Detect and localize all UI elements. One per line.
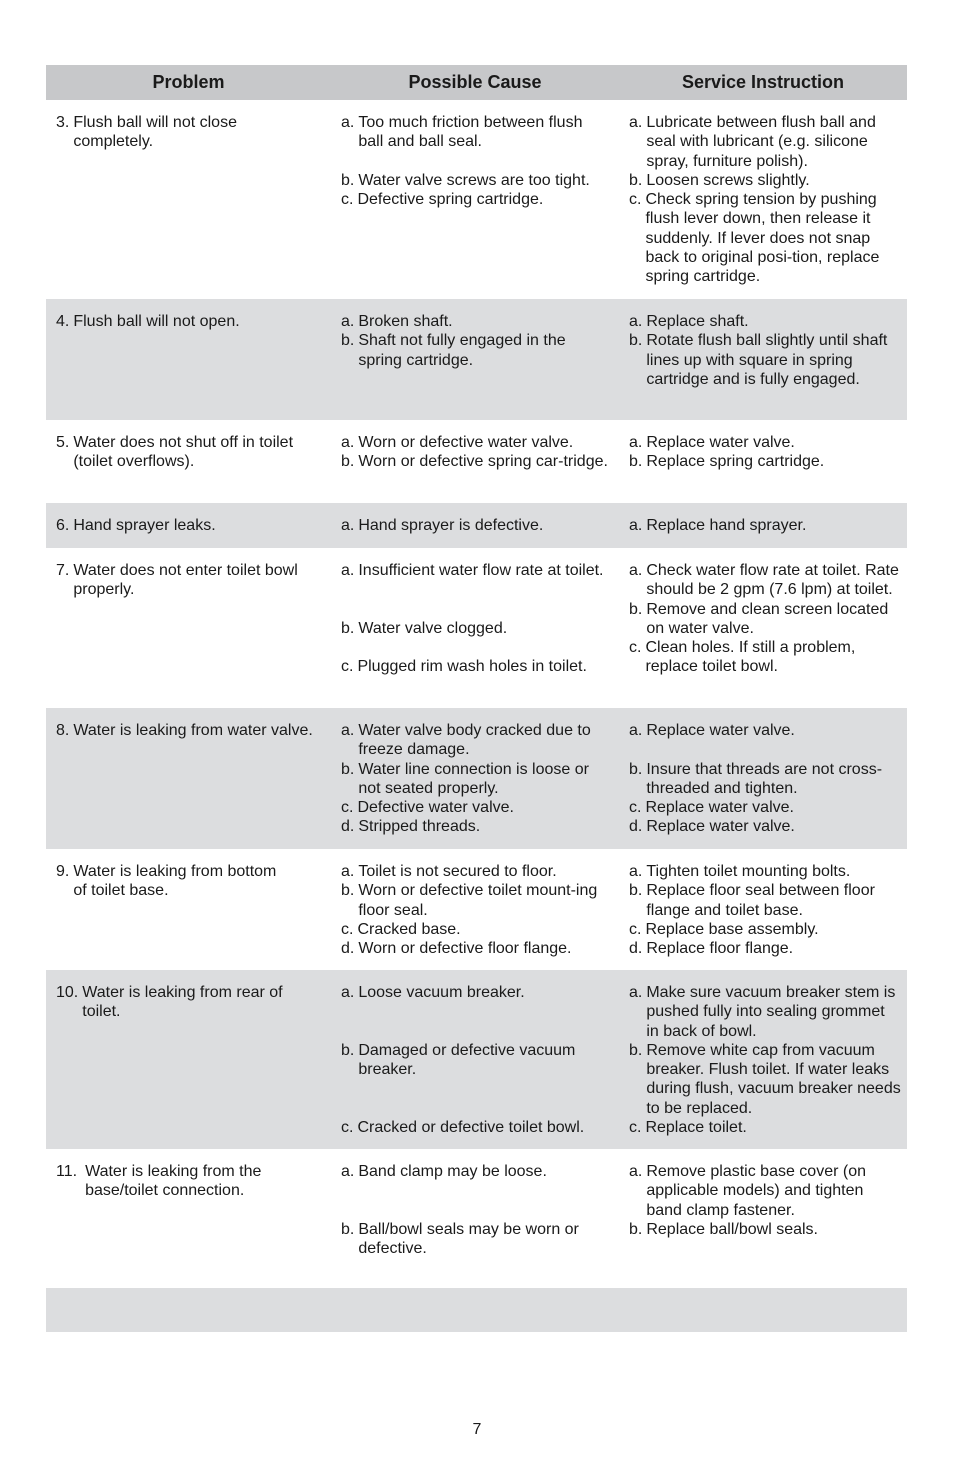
problem-number: 11.	[56, 1163, 78, 1180]
service-label: b.	[629, 1220, 643, 1238]
service-label: b.	[629, 453, 643, 471]
service-text: Replace floor flange.	[646, 940, 794, 958]
problem-cell	[46, 516, 331, 548]
cause-text: Hand sprayer is defective.	[358, 517, 544, 534]
cause-label: a.	[341, 434, 355, 451]
cause-text: Worn or defective floor flange.	[358, 940, 572, 958]
cause-label: b.	[341, 453, 355, 471]
problem-number: 6.	[56, 517, 70, 534]
cause-label: d.	[341, 818, 355, 836]
service-label: b.	[629, 882, 643, 900]
service-label: a.	[629, 863, 643, 880]
service-text: Replace water valve.	[646, 434, 795, 451]
problem-text: Water is leaking from the base/toilet connection.	[85, 1163, 262, 1200]
service-label: b.	[629, 171, 643, 189]
cause-text: Defective spring cartridge.	[357, 191, 544, 209]
page-number: 7	[472, 1421, 482, 1438]
service-label: a.	[629, 1163, 643, 1180]
cause-text: Loose vacuum breaker.	[358, 984, 525, 1001]
service-label: d.	[629, 818, 643, 836]
cause-label: a.	[341, 722, 355, 739]
cause-text: Stripped threads.	[358, 818, 481, 836]
service-text: Tighten toilet mounting bolts.	[646, 863, 851, 880]
cause-text: Water valve screws are too tight.	[358, 171, 590, 189]
cause-text: Water valve clogged.	[358, 619, 508, 637]
table-row	[46, 970, 907, 1149]
table-row	[46, 420, 907, 503]
cause-text: Ball/bowl seals may be worn or defective.	[358, 1220, 579, 1258]
service-cell	[619, 433, 907, 503]
service-label: b.	[629, 332, 643, 350]
table-row	[46, 849, 907, 970]
cause-label: c.	[341, 799, 354, 817]
problem-cell	[46, 862, 331, 970]
cause-text: Worn or defective spring car-tridge.	[358, 453, 608, 471]
table-row	[46, 1149, 907, 1290]
problem-text: Water does not enter toilet bowl properly.	[73, 562, 298, 599]
cause-text: Water valve body cracked due to freeze damage.	[358, 722, 591, 759]
cause-label: b.	[341, 332, 355, 350]
service-text: Replace water valve.	[646, 818, 795, 836]
problem-text: Water does not shut off in toilet (toilet overflows).	[73, 434, 294, 471]
service-text: Remove plastic base cover (on applicable models) and tighten band clamp fastener.	[646, 1163, 866, 1219]
problem-text: Flush ball will not close completely.	[73, 114, 237, 151]
service-text: Make sure vacuum breaker stem is pushed fully into sealing grommet in back of bowl.	[646, 984, 896, 1040]
cause-text: Broken shaft.	[358, 313, 453, 330]
problem-text: Hand sprayer leaks.	[73, 517, 216, 534]
problem-text: Water is leaking from water valve.	[73, 722, 313, 739]
cause-text: Water line connection is loose or not seated properly.	[358, 760, 589, 797]
cause-cell	[331, 516, 619, 548]
problem-cell	[46, 561, 331, 708]
service-cell	[619, 113, 907, 299]
cause-cell	[331, 862, 619, 970]
cause-text: Cracked base.	[357, 920, 461, 938]
service-text: Replace water valve.	[646, 722, 795, 739]
service-text: Lubricate between flush ball and seal with lubricant (e.g. silicone spray, furniture polish).	[646, 114, 876, 170]
service-cell	[619, 1162, 907, 1290]
service-label: b.	[629, 760, 643, 778]
cause-label: b.	[341, 1041, 355, 1059]
service-text: Replace water valve.	[645, 799, 794, 817]
service-text: Clean holes. If still a problem, replace toilet bowl.	[645, 639, 856, 676]
service-text: Replace hand sprayer.	[646, 517, 807, 534]
service-text: Replace ball/bowl seals.	[646, 1220, 818, 1238]
cause-text: Too much friction between flush ball and ball seal.	[358, 114, 583, 151]
problem-number: 7.	[56, 562, 70, 579]
cause-text: Defective water valve.	[357, 799, 514, 817]
service-cell	[619, 983, 907, 1149]
table-row	[46, 100, 907, 299]
service-text: Rotate flush ball slightly until shaft lines up with square in spring cartridge and is fully engaged.	[646, 332, 888, 388]
service-text: Replace toilet.	[645, 1119, 747, 1137]
table-row	[46, 299, 907, 420]
cause-cell	[331, 312, 619, 420]
cause-label: b.	[341, 882, 355, 900]
cause-cell	[331, 113, 619, 299]
cause-text: Worn or defective water valve.	[358, 434, 574, 451]
table-header	[46, 65, 907, 100]
cause-label: b.	[341, 171, 355, 189]
service-label: a.	[629, 722, 643, 739]
problem-number: 8.	[56, 722, 70, 739]
problem-cell	[46, 983, 331, 1149]
cause-label: b.	[341, 760, 355, 778]
service-cell	[619, 312, 907, 420]
service-label: a.	[629, 114, 643, 131]
cause-label: d.	[341, 940, 355, 958]
cause-label: b.	[341, 1220, 355, 1238]
service-cell	[619, 561, 907, 708]
service-cell	[619, 516, 907, 548]
cause-label: a.	[341, 114, 355, 131]
service-label: c.	[629, 639, 642, 657]
cause-label: c.	[341, 658, 354, 676]
service-text: Replace spring cartridge.	[646, 453, 825, 471]
service-text: Remove white cap from vacuum breaker. Flush toilet. If water leaks during flush, vacuum breaker needs to be replaced.	[646, 1041, 901, 1117]
problem-cell	[46, 312, 331, 420]
service-label: c.	[629, 191, 642, 209]
cause-text: Band clamp may be loose.	[358, 1163, 547, 1180]
service-text: Replace floor seal between floor flange and toilet base.	[646, 882, 875, 919]
problem-cell	[46, 433, 331, 503]
cause-label: a.	[341, 984, 355, 1001]
cause-text: Insufficient water flow rate at toilet.	[358, 562, 604, 579]
cause-label: b.	[341, 619, 355, 637]
service-label: a.	[629, 562, 643, 579]
service-cell	[619, 721, 907, 849]
table-row	[46, 548, 907, 708]
service-text: Insure that threads are not cross-threaded and tighten.	[646, 760, 883, 797]
service-label: d.	[629, 940, 643, 958]
cause-cell	[331, 1162, 619, 1290]
service-label: c.	[629, 920, 642, 938]
service-label: a.	[629, 984, 643, 1001]
service-label: c.	[629, 1119, 642, 1137]
header-problem: Problem	[152, 72, 225, 92]
cause-label: c.	[341, 1119, 354, 1137]
problem-number: 3.	[56, 114, 70, 131]
cause-cell	[331, 721, 619, 849]
cause-label: a.	[341, 313, 355, 330]
problem-cell	[46, 721, 331, 849]
cause-text: Worn or defective toilet mount-ing floor seal.	[358, 882, 598, 919]
service-label: a.	[629, 517, 643, 534]
cause-label: a.	[341, 562, 355, 579]
cause-text: Shaft not fully engaged in the spring cartridge.	[358, 332, 566, 369]
cause-label: c.	[341, 920, 354, 938]
problem-text: Flush ball will not open.	[73, 313, 240, 330]
empty-shaded-row	[46, 1288, 907, 1332]
cause-label: a.	[341, 517, 355, 534]
service-text: Loosen screws slightly.	[646, 171, 810, 189]
problem-cell	[46, 1162, 331, 1290]
problem-text: Water is leaking from rear of toilet.	[82, 984, 283, 1021]
cause-label: c.	[341, 191, 354, 209]
cause-cell	[331, 983, 619, 1149]
service-text: Replace base assembly.	[645, 920, 819, 938]
problem-number: 4.	[56, 313, 70, 330]
cause-label: a.	[341, 863, 355, 880]
problem-number: 10.	[56, 984, 79, 1001]
service-label: a.	[629, 434, 643, 451]
table-row	[46, 503, 907, 548]
problem-text: Water is leaking from bottom of toilet base.	[73, 863, 277, 900]
service-label: a.	[629, 313, 643, 330]
cause-cell	[331, 433, 619, 503]
cause-cell	[331, 561, 619, 708]
problem-number: 5.	[56, 434, 70, 451]
troubleshooting-table	[46, 65, 907, 1290]
cause-text: Toilet is not secured to floor.	[358, 863, 557, 880]
cause-text: Damaged or defective vacuum breaker.	[358, 1041, 576, 1079]
table-row	[46, 708, 907, 849]
cause-text: Cracked or defective toilet bowl.	[357, 1119, 585, 1137]
cause-label: a.	[341, 1163, 355, 1180]
service-text: Replace shaft.	[646, 313, 749, 330]
service-label: b.	[629, 600, 643, 618]
service-label: b.	[629, 1041, 643, 1059]
problem-cell	[46, 113, 331, 299]
service-text: Check spring tension by pushing flush lever down, then release it suddenly. If lever does not snap back to original posi-tion, replace spring cartridge.	[645, 191, 880, 286]
cause-text: Plugged rim wash holes in toilet.	[357, 658, 587, 676]
service-text: Check water flow rate at toilet. Rate should be 2 gpm (7.6 lpm) at toilet.	[646, 562, 899, 599]
service-cell	[619, 862, 907, 970]
header-service-instruction: Service Instruction	[681, 72, 845, 92]
service-label: c.	[629, 799, 642, 817]
problem-number: 9.	[56, 863, 70, 880]
header-possible-cause: Possible Cause	[408, 72, 542, 92]
service-text: Remove and clean screen located on water valve.	[646, 600, 889, 637]
